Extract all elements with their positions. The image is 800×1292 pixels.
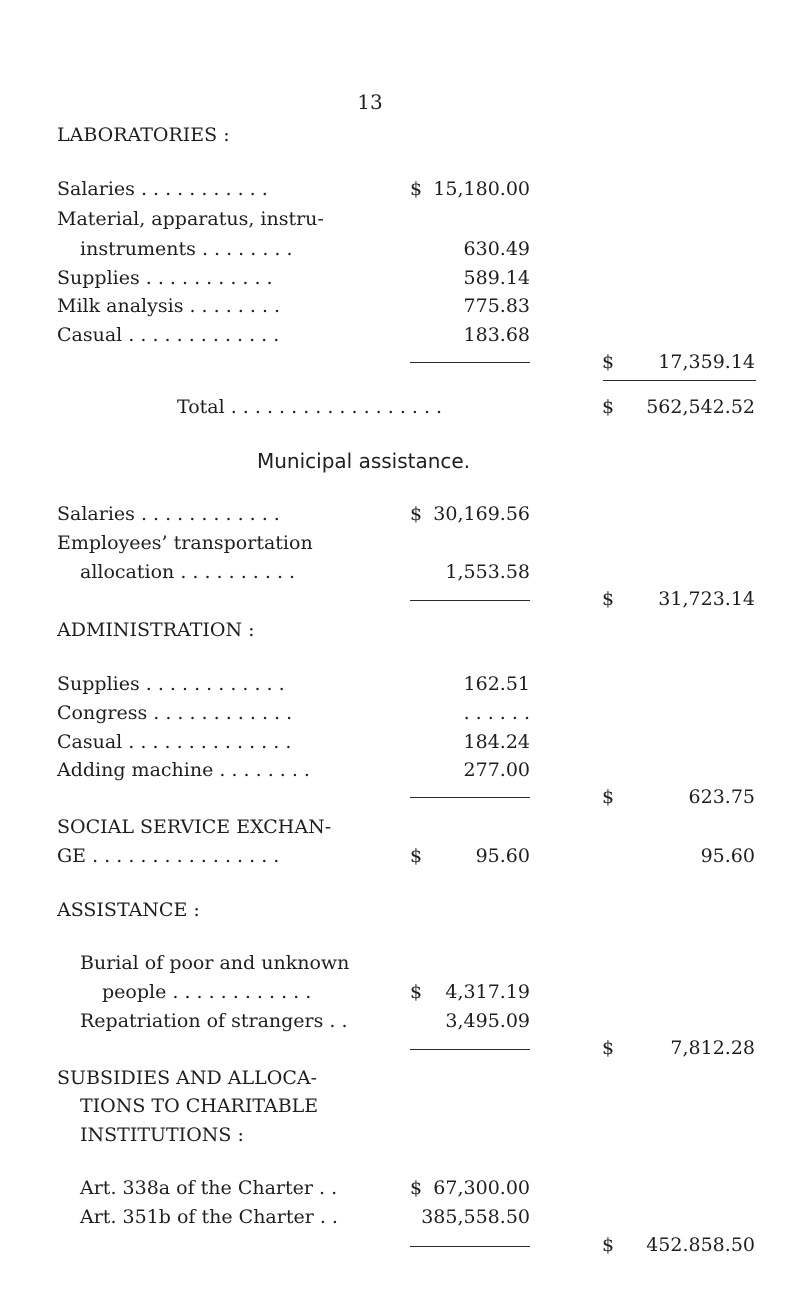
adm-congress-label: Congress . . . . . . . . . . . .: [57, 702, 293, 724]
total-label: Total . . . . . . . . . . . . . . . . . .: [177, 396, 443, 418]
subtotal-rule: [410, 600, 530, 601]
social-line1: SOCIAL SERVICE EXCHAN-: [57, 816, 332, 838]
mun-employees-line1: Employees’ transportation: [57, 532, 313, 554]
administration-heading: ADMINISTRATION :: [57, 619, 255, 641]
sub-art351-amount: 385,558.50: [421, 1206, 530, 1228]
lab-supplies-label: Supplies . . . . . . . . . . .: [57, 267, 273, 289]
total-rule: [603, 380, 756, 381]
subsidies-line3: INSTITUTIONS :: [80, 1124, 244, 1146]
amount: 623.75: [688, 786, 755, 808]
lab-milk-label: Milk analysis . . . . . . . .: [57, 295, 281, 317]
social-line2: GE . . . . . . . . . . . . . . . .: [57, 845, 280, 867]
social-total: 95.60: [700, 845, 755, 867]
subtotal-rule: [410, 1049, 530, 1050]
amount: 562,542.52: [646, 396, 755, 418]
lab-supplies-amount: 589.14: [463, 267, 530, 289]
mun-allocation-amount: 1,553.58: [445, 561, 530, 583]
amount: 31,723.14: [658, 588, 755, 610]
lab-casual-label: Casual . . . . . . . . . . . . .: [57, 324, 280, 346]
amount: 67,300.00: [433, 1177, 530, 1199]
adm-adding-label: Adding machine . . . . . . . .: [57, 759, 310, 781]
ast-burial-line1: Burial of poor and unknown: [80, 952, 350, 974]
subtotal-rule: [410, 1246, 530, 1247]
mun-allocation-label: allocation . . . . . . . . . .: [80, 561, 296, 583]
currency-symbol: $: [602, 588, 615, 610]
assistance-heading: ASSISTANCE :: [57, 899, 200, 921]
currency-symbol: $: [410, 845, 423, 867]
sub-art338-label: Art. 338a of the Charter . .: [80, 1177, 338, 1199]
adm-casual-amount: 184.24: [463, 731, 530, 753]
subsidies-line1: SUBSIDIES AND ALLOCA-: [57, 1067, 318, 1089]
adm-supplies-amount: 162.51: [463, 673, 530, 695]
adm-supplies-label: Supplies . . . . . . . . . . . .: [57, 673, 285, 695]
currency-symbol: $: [602, 1234, 615, 1256]
adm-adding-amount: 277.00: [463, 759, 530, 781]
lab-casual-amount: 183.68: [463, 324, 530, 346]
currency-symbol: $: [602, 351, 615, 373]
subtotal-rule: [410, 362, 530, 363]
adm-congress-amount: . . . . . .: [463, 702, 530, 724]
amount: 30,169.56: [433, 503, 530, 525]
currency-symbol: $: [410, 178, 423, 200]
municipal-heading: Municipal assistance.: [257, 449, 471, 473]
lab-material-line1: Material, apparatus, instru-: [57, 208, 324, 230]
lab-milk-amount: 775.83: [463, 295, 530, 317]
currency-symbol: $: [602, 786, 615, 808]
currency-symbol: $: [410, 503, 423, 525]
amount: 95.60: [475, 845, 530, 867]
subsidies-line2: TIONS TO CHARITABLE: [80, 1095, 319, 1117]
amount: 7,812.28: [670, 1037, 755, 1059]
lab-material-amount: 630.49: [463, 238, 530, 260]
subtotal-rule: [410, 797, 530, 798]
currency-symbol: $: [410, 1177, 423, 1199]
amount: 4,317.19: [445, 981, 530, 1003]
sub-art351-label: Art. 351b of the Charter . .: [80, 1206, 338, 1228]
lab-material-label: instruments . . . . . . . .: [80, 238, 293, 260]
laboratories-heading: LABORATORIES :: [57, 124, 230, 146]
amount: 15,180.00: [433, 178, 530, 200]
mun-salaries-label: Salaries . . . . . . . . . . . .: [57, 503, 280, 525]
currency-symbol: $: [602, 1037, 615, 1059]
adm-casual-label: Casual . . . . . . . . . . . . . .: [57, 731, 292, 753]
currency-symbol: $: [410, 981, 423, 1003]
ast-repatriation-amount: 3,495.09: [445, 1010, 530, 1032]
lab-salaries-label: Salaries . . . . . . . . . . .: [57, 178, 268, 200]
currency-symbol: $: [602, 396, 615, 418]
ast-repatriation-label: Repatriation of strangers . .: [80, 1010, 348, 1032]
page-number: 13: [357, 90, 383, 114]
amount: 452.858.50: [646, 1234, 755, 1256]
amount: 17,359.14: [658, 351, 755, 373]
ast-people-label: people . . . . . . . . . . . .: [102, 981, 312, 1003]
